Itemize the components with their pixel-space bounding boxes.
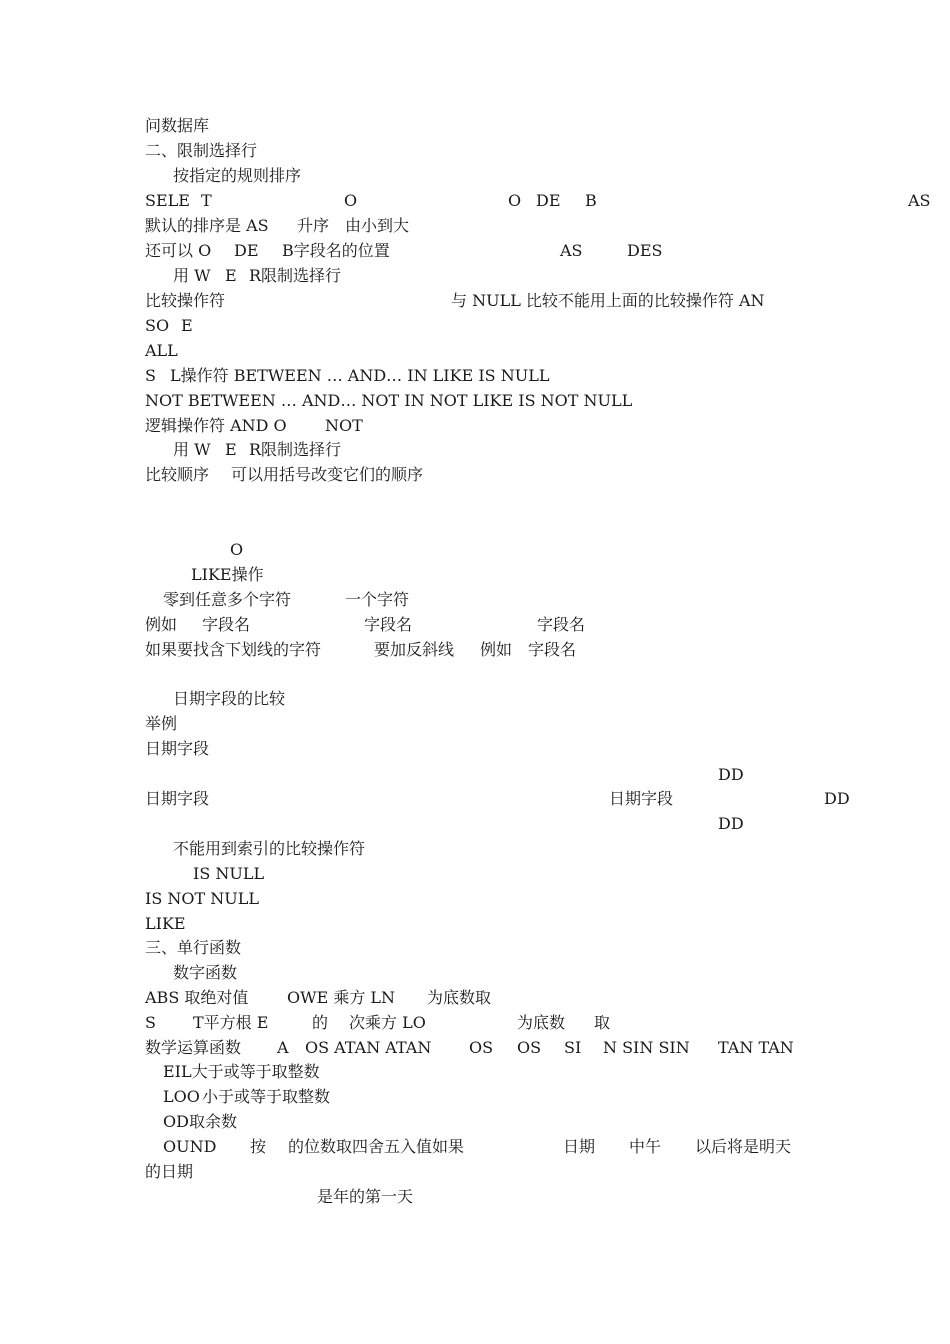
text-segment: DD bbox=[718, 814, 744, 833]
text-segment: E bbox=[181, 316, 193, 335]
text-segment: 以后将是明天 bbox=[695, 1137, 792, 1156]
text-segment: S bbox=[145, 366, 156, 385]
text-segment: 举例 bbox=[145, 714, 178, 733]
text-segment: SO bbox=[145, 316, 170, 335]
text-segment: 由小到大 bbox=[345, 216, 410, 235]
text-segment: EIL大于或等于取整数 bbox=[163, 1062, 320, 1081]
text-segment: 例如 bbox=[145, 615, 178, 634]
text-segment: N SIN SIN bbox=[603, 1038, 690, 1057]
text-segment: 一个字符 bbox=[345, 590, 410, 609]
text-segment: 是年的第一天 bbox=[317, 1187, 414, 1206]
text-segment: 逻辑操作符 AND O bbox=[145, 416, 287, 435]
text-segment: 日期字段 bbox=[145, 739, 210, 758]
text-segment: 按 bbox=[250, 1137, 267, 1156]
text-segment: IS NOT NULL bbox=[145, 889, 259, 908]
text-segment: DE bbox=[536, 191, 561, 210]
text-segment: 的 bbox=[312, 1013, 329, 1032]
text-segment: 用 W bbox=[173, 440, 211, 459]
text-segment: 日期字段 bbox=[609, 789, 674, 808]
text-segment: O bbox=[508, 191, 522, 210]
text-segment: OUND bbox=[163, 1137, 217, 1156]
text-segment: 字段名 bbox=[537, 615, 586, 634]
text-segment: 问数据库 bbox=[145, 116, 210, 135]
text-segment: IS NULL bbox=[193, 864, 265, 883]
text-segment: LOO bbox=[163, 1087, 200, 1106]
text-segment: 还可以 O bbox=[145, 241, 212, 260]
text-segment: 次乘方 LO bbox=[349, 1013, 426, 1032]
text-segment: 与 NULL 比较不能用上面的比较操作符 AN bbox=[451, 291, 765, 310]
subsection-heading: 日期字段的比较 bbox=[173, 689, 286, 708]
text-segment: AS bbox=[908, 191, 931, 210]
subsection-heading: 不能用到索引的比较操作符 bbox=[173, 839, 366, 858]
text-segment: 例如 bbox=[480, 640, 513, 659]
text-segment: NOT bbox=[325, 416, 363, 435]
text-segment: L操作符 BETWEEN … AND… IN LIKE IS NULL bbox=[170, 366, 550, 385]
text-segment: S bbox=[145, 1013, 156, 1032]
text-segment: 字段名 bbox=[528, 640, 577, 659]
text-segment: 为底数 bbox=[517, 1013, 566, 1032]
text-segment: O bbox=[230, 540, 244, 559]
text-segment: ABS 取绝对值 bbox=[145, 988, 249, 1007]
text-segment: SELE bbox=[145, 191, 190, 210]
text-segment: E bbox=[225, 440, 237, 459]
text-segment: R限制选择行 bbox=[249, 266, 342, 285]
text-segment: 为底数取 bbox=[427, 988, 492, 1007]
subsection-heading: 按指定的规则排序 bbox=[173, 166, 302, 185]
text-segment: DES bbox=[627, 241, 663, 260]
section-heading: 二、限制选择行 bbox=[145, 141, 258, 160]
text-segment: 日期字段 bbox=[145, 789, 210, 808]
text-segment: OS bbox=[517, 1038, 542, 1057]
text-segment: 字段名 bbox=[202, 615, 251, 634]
text-segment: 用 W bbox=[173, 266, 211, 285]
text-segment: OS bbox=[469, 1038, 494, 1057]
text-segment: 如果要找含下划线的字符 bbox=[145, 640, 322, 659]
text-segment: 小于或等于取整数 bbox=[202, 1087, 331, 1106]
text-segment: 的日期 bbox=[145, 1162, 194, 1181]
text-segment: TAN TAN bbox=[718, 1038, 794, 1057]
text-segment: 字段名 bbox=[364, 615, 413, 634]
text-segment: 中午 bbox=[629, 1137, 662, 1156]
text-segment: 的位数取四舍五入值如果 bbox=[288, 1137, 465, 1156]
text-segment: 升序 bbox=[297, 216, 330, 235]
text-segment: 数学运算函数 bbox=[145, 1038, 242, 1057]
section-heading: 三、单行函数 bbox=[145, 938, 242, 957]
text-segment: 默认的排序是 AS bbox=[145, 216, 269, 235]
text-segment: DE bbox=[234, 241, 259, 260]
text-segment: DD bbox=[824, 789, 850, 808]
text-segment: DD bbox=[718, 765, 744, 784]
subsection-heading: 数字函数 bbox=[173, 963, 238, 982]
text-segment: 可以用括号改变它们的顺序 bbox=[231, 465, 424, 484]
text-segment: B字段名的位置 bbox=[282, 241, 390, 260]
text-segment: LIKE操作 bbox=[191, 565, 264, 584]
text-segment: 比较操作符 bbox=[145, 291, 226, 310]
text-segment: NOT BETWEEN … AND… NOT IN NOT LIKE IS NOT NULL bbox=[145, 391, 633, 410]
text-segment: OS ATAN ATAN bbox=[305, 1038, 432, 1057]
text-segment: 零到任意多个字符 bbox=[163, 590, 292, 609]
text-segment: LIKE bbox=[145, 914, 186, 933]
text-segment: ALL bbox=[145, 341, 178, 360]
text-segment: 比较顺序 bbox=[145, 465, 210, 484]
text-segment: O bbox=[344, 191, 358, 210]
text-segment: SI bbox=[564, 1038, 582, 1057]
text-segment: 日期 bbox=[563, 1137, 596, 1156]
text-segment: E bbox=[225, 266, 237, 285]
text-segment: AS bbox=[560, 241, 583, 260]
text-segment: OD取余数 bbox=[163, 1112, 237, 1131]
text-segment: 要加反斜线 bbox=[374, 640, 455, 659]
text-segment: B bbox=[585, 191, 597, 210]
text-segment: T平方根 E bbox=[193, 1013, 269, 1032]
text-segment: R限制选择行 bbox=[249, 440, 342, 459]
text-segment: A bbox=[277, 1038, 289, 1057]
text-segment: OWE 乘方 LN bbox=[287, 988, 396, 1007]
text-segment: T bbox=[201, 191, 212, 210]
text-segment: 取 bbox=[594, 1013, 611, 1032]
